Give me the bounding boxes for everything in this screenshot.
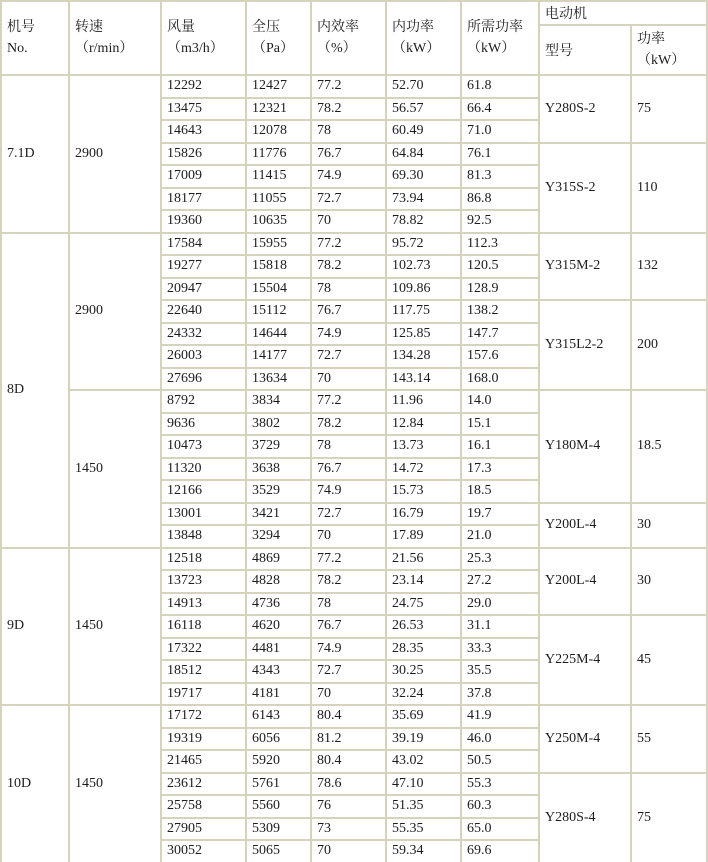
- cell-internal-efficiency: 70: [311, 840, 386, 862]
- cell-internal-power: 95.72: [386, 233, 461, 256]
- cell-required-power: 69.6: [461, 840, 539, 862]
- cell-motor-model: Y280S-4: [539, 773, 631, 862]
- cell-internal-power: 15.73: [386, 480, 461, 503]
- cell-air-volume: 27905: [161, 818, 246, 841]
- cell-total-pressure: 15112: [246, 300, 311, 323]
- header-total-pressure-unit: （Pa）: [252, 41, 294, 56]
- header-total-pressure-title: 全压: [252, 20, 280, 35]
- cell-total-pressure: 15818: [246, 255, 311, 278]
- cell-air-volume: 22640: [161, 300, 246, 323]
- cell-internal-efficiency: 78.2: [311, 255, 386, 278]
- cell-air-volume: 19319: [161, 728, 246, 751]
- cell-model-no: 9D: [1, 548, 69, 706]
- cell-internal-efficiency: 74.9: [311, 638, 386, 661]
- cell-internal-efficiency: 77.2: [311, 233, 386, 256]
- cell-required-power: 147.7: [461, 323, 539, 346]
- cell-internal-power: 28.35: [386, 638, 461, 661]
- cell-total-pressure: 14177: [246, 345, 311, 368]
- cell-internal-power: 21.56: [386, 548, 461, 571]
- header-speed: [69, 1, 161, 75]
- cell-motor-model: Y200L-4: [539, 503, 631, 548]
- cell-air-volume: 12166: [161, 480, 246, 503]
- cell-air-volume: 13848: [161, 525, 246, 548]
- cell-air-volume: 23612: [161, 773, 246, 796]
- cell-internal-efficiency: 78.2: [311, 98, 386, 121]
- header-speed-unit: （r/min）: [75, 41, 134, 56]
- table-body: [1, 75, 707, 862]
- header-model-no: [1, 1, 69, 75]
- cell-air-volume: 17009: [161, 165, 246, 188]
- cell-required-power: 157.6: [461, 345, 539, 368]
- cell-required-power: 128.9: [461, 278, 539, 301]
- cell-internal-efficiency: 81.2: [311, 728, 386, 751]
- cell-internal-efficiency: 78: [311, 278, 386, 301]
- cell-total-pressure: 12321: [246, 98, 311, 121]
- table-row: [1, 75, 707, 98]
- cell-total-pressure: 14644: [246, 323, 311, 346]
- cell-total-pressure: 11055: [246, 188, 311, 211]
- header-required-power: [461, 1, 539, 75]
- cell-internal-power: 56.57: [386, 98, 461, 121]
- cell-speed: 1450: [69, 548, 161, 706]
- cell-internal-efficiency: 77.2: [311, 75, 386, 98]
- cell-internal-efficiency: 76.7: [311, 300, 386, 323]
- cell-motor-power: 110: [631, 143, 707, 233]
- cell-required-power: 14.0: [461, 390, 539, 413]
- cell-required-power: 120.5: [461, 255, 539, 278]
- cell-air-volume: 12292: [161, 75, 246, 98]
- header-internal-efficiency-unit: （%）: [317, 41, 357, 56]
- table-row: [1, 233, 707, 256]
- header-internal-power-unit: （kW）: [392, 41, 441, 56]
- cell-total-pressure: 5309: [246, 818, 311, 841]
- cell-required-power: 37.8: [461, 683, 539, 706]
- cell-internal-efficiency: 76.7: [311, 458, 386, 481]
- cell-speed: 2900: [69, 75, 161, 233]
- cell-motor-power: 30: [631, 503, 707, 548]
- cell-total-pressure: 5065: [246, 840, 311, 862]
- cell-internal-power: 117.75: [386, 300, 461, 323]
- cell-internal-power: 35.69: [386, 705, 461, 728]
- cell-air-volume: 20947: [161, 278, 246, 301]
- cell-motor-power: 55: [631, 705, 707, 773]
- cell-required-power: 138.2: [461, 300, 539, 323]
- cell-motor-model: Y225M-4: [539, 615, 631, 705]
- cell-internal-efficiency: 72.7: [311, 188, 386, 211]
- cell-internal-efficiency: 70: [311, 368, 386, 391]
- cell-air-volume: 16118: [161, 615, 246, 638]
- table-row: [1, 390, 707, 413]
- cell-internal-power: 64.84: [386, 143, 461, 166]
- cell-internal-efficiency: 77.2: [311, 548, 386, 571]
- cell-required-power: 61.8: [461, 75, 539, 98]
- cell-internal-power: 109.86: [386, 278, 461, 301]
- cell-internal-power: 32.24: [386, 683, 461, 706]
- cell-total-pressure: 3802: [246, 413, 311, 436]
- cell-required-power: 33.3: [461, 638, 539, 661]
- cell-internal-efficiency: 78.2: [311, 570, 386, 593]
- cell-air-volume: 19277: [161, 255, 246, 278]
- cell-total-pressure: 3294: [246, 525, 311, 548]
- cell-internal-power: 11.96: [386, 390, 461, 413]
- cell-internal-power: 30.25: [386, 660, 461, 683]
- cell-speed: 1450: [69, 705, 161, 862]
- cell-air-volume: 19360: [161, 210, 246, 233]
- cell-motor-power: 132: [631, 233, 707, 301]
- cell-total-pressure: 5761: [246, 773, 311, 796]
- cell-internal-efficiency: 72.7: [311, 660, 386, 683]
- cell-total-pressure: 4620: [246, 615, 311, 638]
- header-internal-efficiency-title: 内效率: [317, 20, 359, 35]
- cell-required-power: 17.3: [461, 458, 539, 481]
- cell-speed: 1450: [69, 390, 161, 548]
- cell-model-no: 10D: [1, 705, 69, 862]
- header-air-volume-title: 风量: [167, 20, 195, 35]
- header-speed-title: 转速: [75, 20, 103, 35]
- header-motor-power-unit: （kW）: [637, 53, 686, 68]
- cell-required-power: 35.5: [461, 660, 539, 683]
- cell-total-pressure: 12078: [246, 120, 311, 143]
- cell-air-volume: 19717: [161, 683, 246, 706]
- cell-internal-power: 23.14: [386, 570, 461, 593]
- cell-internal-efficiency: 78: [311, 435, 386, 458]
- cell-air-volume: 13001: [161, 503, 246, 526]
- cell-total-pressure: 5560: [246, 795, 311, 818]
- cell-internal-efficiency: 73: [311, 818, 386, 841]
- cell-internal-efficiency: 78.2: [311, 413, 386, 436]
- cell-speed: 2900: [69, 233, 161, 391]
- cell-required-power: 46.0: [461, 728, 539, 751]
- cell-motor-model: Y250M-4: [539, 705, 631, 773]
- cell-internal-power: 78.82: [386, 210, 461, 233]
- cell-internal-efficiency: 76.7: [311, 143, 386, 166]
- cell-air-volume: 13723: [161, 570, 246, 593]
- cell-required-power: 21.0: [461, 525, 539, 548]
- header-motor-model: 型号: [539, 25, 631, 75]
- cell-total-pressure: 10635: [246, 210, 311, 233]
- cell-internal-power: 59.34: [386, 840, 461, 862]
- cell-total-pressure: 4736: [246, 593, 311, 616]
- cell-air-volume: 25758: [161, 795, 246, 818]
- cell-required-power: 18.5: [461, 480, 539, 503]
- cell-required-power: 50.5: [461, 750, 539, 773]
- cell-total-pressure: 11776: [246, 143, 311, 166]
- cell-internal-power: 60.49: [386, 120, 461, 143]
- cell-internal-efficiency: 77.2: [311, 390, 386, 413]
- cell-required-power: 55.3: [461, 773, 539, 796]
- cell-internal-power: 16.79: [386, 503, 461, 526]
- header-required-power-title: 所需功率: [467, 20, 523, 35]
- cell-required-power: 81.3: [461, 165, 539, 188]
- cell-required-power: 168.0: [461, 368, 539, 391]
- cell-internal-power: 73.94: [386, 188, 461, 211]
- table-row: [1, 705, 707, 728]
- cell-internal-efficiency: 78: [311, 120, 386, 143]
- cell-internal-power: 47.10: [386, 773, 461, 796]
- cell-total-pressure: 3421: [246, 503, 311, 526]
- cell-internal-efficiency: 78.6: [311, 773, 386, 796]
- cell-motor-power: 45: [631, 615, 707, 705]
- header-motor-power-title: 功率: [637, 32, 665, 47]
- cell-air-volume: 18177: [161, 188, 246, 211]
- cell-internal-power: 134.28: [386, 345, 461, 368]
- cell-required-power: 41.9: [461, 705, 539, 728]
- cell-internal-efficiency: 74.9: [311, 480, 386, 503]
- cell-air-volume: 17584: [161, 233, 246, 256]
- cell-air-volume: 30052: [161, 840, 246, 862]
- cell-internal-efficiency: 80.4: [311, 750, 386, 773]
- cell-required-power: 71.0: [461, 120, 539, 143]
- cell-required-power: 29.0: [461, 593, 539, 616]
- header-total-pressure: [246, 1, 311, 75]
- cell-total-pressure: 3834: [246, 390, 311, 413]
- cell-total-pressure: 3529: [246, 480, 311, 503]
- header-internal-power-title: 内功率: [392, 20, 434, 35]
- cell-motor-model: Y280S-2: [539, 75, 631, 143]
- cell-motor-model: Y315M-2: [539, 233, 631, 301]
- cell-internal-power: 39.19: [386, 728, 461, 751]
- cell-required-power: 92.5: [461, 210, 539, 233]
- cell-internal-efficiency: 72.7: [311, 345, 386, 368]
- cell-total-pressure: 4481: [246, 638, 311, 661]
- cell-internal-power: 125.85: [386, 323, 461, 346]
- cell-total-pressure: 13634: [246, 368, 311, 391]
- cell-total-pressure: 4181: [246, 683, 311, 706]
- cell-required-power: 31.1: [461, 615, 539, 638]
- header-internal-power: [386, 1, 461, 75]
- cell-required-power: 16.1: [461, 435, 539, 458]
- cell-air-volume: 14643: [161, 120, 246, 143]
- cell-air-volume: 15826: [161, 143, 246, 166]
- cell-air-volume: 12518: [161, 548, 246, 571]
- cell-internal-power: 14.72: [386, 458, 461, 481]
- cell-internal-power: 26.53: [386, 615, 461, 638]
- cell-air-volume: 10473: [161, 435, 246, 458]
- cell-air-volume: 14913: [161, 593, 246, 616]
- header-motor-group: 电动机: [539, 1, 707, 25]
- cell-air-volume: 17322: [161, 638, 246, 661]
- cell-required-power: 76.1: [461, 143, 539, 166]
- cell-air-volume: 17172: [161, 705, 246, 728]
- cell-required-power: 60.3: [461, 795, 539, 818]
- cell-total-pressure: 3638: [246, 458, 311, 481]
- header-motor-power: [631, 25, 707, 75]
- cell-total-pressure: 6056: [246, 728, 311, 751]
- cell-model-no: 7.1D: [1, 75, 69, 233]
- cell-total-pressure: 15955: [246, 233, 311, 256]
- cell-required-power: 27.2: [461, 570, 539, 593]
- cell-motor-power: 200: [631, 300, 707, 390]
- cell-air-volume: 21465: [161, 750, 246, 773]
- cell-required-power: 86.8: [461, 188, 539, 211]
- cell-internal-efficiency: 74.9: [311, 323, 386, 346]
- cell-air-volume: 9636: [161, 413, 246, 436]
- cell-internal-power: 43.02: [386, 750, 461, 773]
- cell-internal-power: 52.70: [386, 75, 461, 98]
- cell-motor-power: 18.5: [631, 390, 707, 503]
- cell-motor-power: 75: [631, 75, 707, 143]
- cell-air-volume: 13475: [161, 98, 246, 121]
- header-internal-efficiency: [311, 1, 386, 75]
- cell-internal-efficiency: 76.7: [311, 615, 386, 638]
- cell-internal-power: 12.84: [386, 413, 461, 436]
- cell-internal-power: 17.89: [386, 525, 461, 548]
- header-model-no-sub: No.: [7, 41, 28, 56]
- cell-internal-power: 69.30: [386, 165, 461, 188]
- cell-internal-efficiency: 70: [311, 525, 386, 548]
- cell-internal-power: 51.35: [386, 795, 461, 818]
- cell-required-power: 15.1: [461, 413, 539, 436]
- cell-required-power: 19.7: [461, 503, 539, 526]
- cell-required-power: 25.3: [461, 548, 539, 571]
- cell-internal-power: 102.73: [386, 255, 461, 278]
- cell-internal-efficiency: 74.9: [311, 165, 386, 188]
- cell-motor-power: 30: [631, 548, 707, 616]
- cell-air-volume: 27696: [161, 368, 246, 391]
- cell-internal-power: 55.35: [386, 818, 461, 841]
- cell-total-pressure: 12427: [246, 75, 311, 98]
- cell-total-pressure: 4343: [246, 660, 311, 683]
- cell-required-power: 65.0: [461, 818, 539, 841]
- cell-internal-power: 24.75: [386, 593, 461, 616]
- header-required-power-unit: （kW）: [467, 41, 516, 56]
- cell-total-pressure: 5920: [246, 750, 311, 773]
- table-row: [1, 548, 707, 571]
- cell-internal-efficiency: 70: [311, 683, 386, 706]
- cell-total-pressure: 4869: [246, 548, 311, 571]
- header-air-volume-unit: （m3/h）: [167, 41, 224, 56]
- cell-air-volume: 8792: [161, 390, 246, 413]
- header-air-volume: [161, 1, 246, 75]
- cell-air-volume: 26003: [161, 345, 246, 368]
- cell-internal-efficiency: 78: [311, 593, 386, 616]
- cell-internal-efficiency: 70: [311, 210, 386, 233]
- cell-total-pressure: 3729: [246, 435, 311, 458]
- cell-required-power: 112.3: [461, 233, 539, 256]
- cell-air-volume: 18512: [161, 660, 246, 683]
- cell-motor-model: Y315L2-2: [539, 300, 631, 390]
- cell-total-pressure: 6143: [246, 705, 311, 728]
- cell-total-pressure: 15504: [246, 278, 311, 301]
- cell-motor-model: Y315S-2: [539, 143, 631, 233]
- cell-total-pressure: 11415: [246, 165, 311, 188]
- cell-internal-power: 143.14: [386, 368, 461, 391]
- cell-internal-efficiency: 76: [311, 795, 386, 818]
- cell-required-power: 66.4: [461, 98, 539, 121]
- cell-motor-model: Y200L-4: [539, 548, 631, 616]
- cell-air-volume: 24332: [161, 323, 246, 346]
- cell-motor-model: Y180M-4: [539, 390, 631, 503]
- cell-internal-efficiency: 72.7: [311, 503, 386, 526]
- header-row-top: [1, 1, 707, 25]
- cell-air-volume: 11320: [161, 458, 246, 481]
- cell-model-no: 8D: [1, 233, 69, 548]
- cell-motor-power: 75: [631, 773, 707, 862]
- cell-total-pressure: 4828: [246, 570, 311, 593]
- cell-internal-efficiency: 80.4: [311, 705, 386, 728]
- header-model-no-title: 机号: [7, 20, 35, 35]
- cell-internal-power: 13.73: [386, 435, 461, 458]
